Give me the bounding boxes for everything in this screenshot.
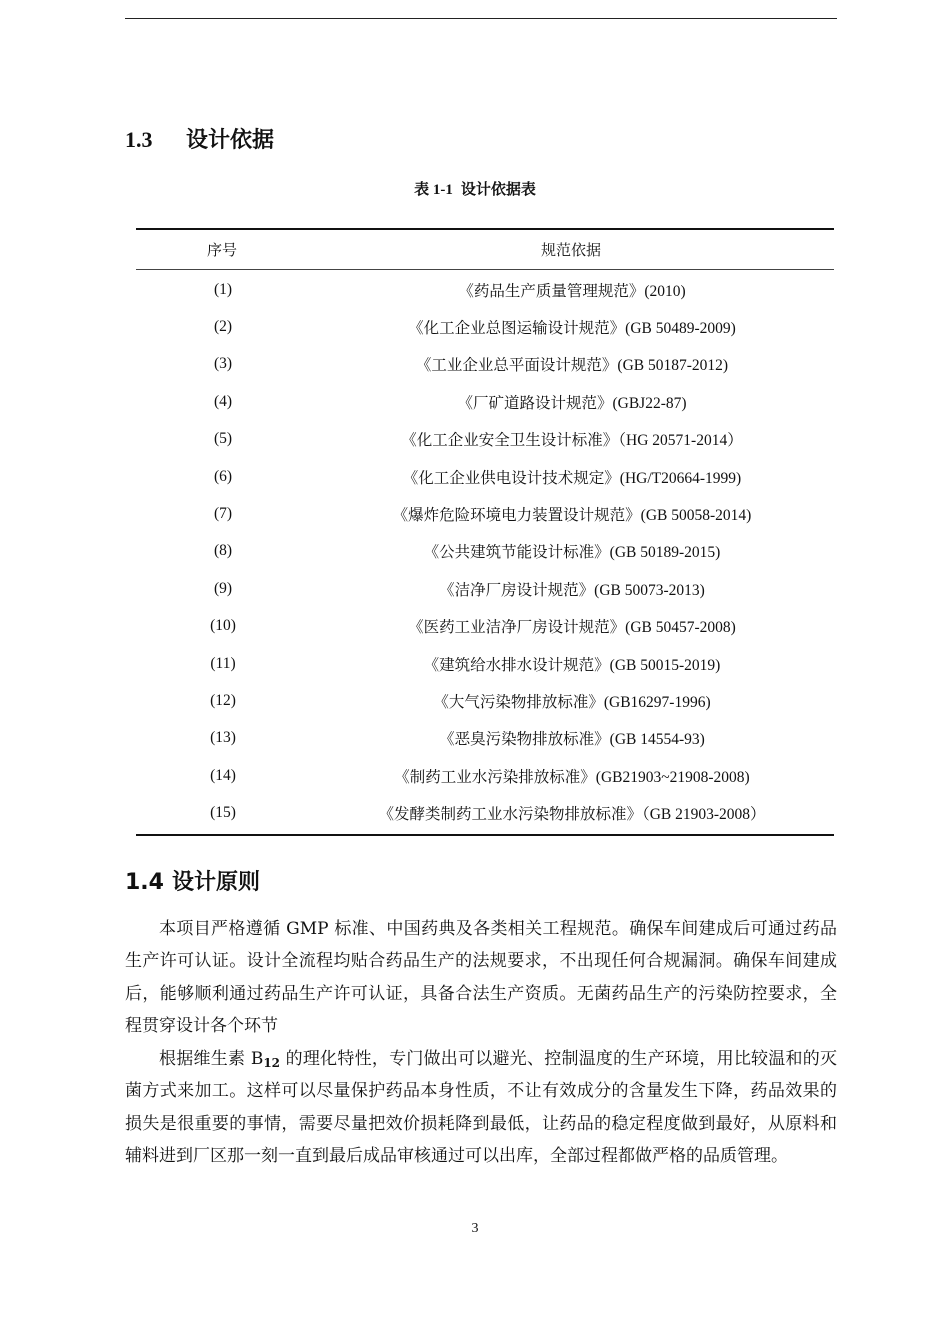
- section-number: 1.4: [125, 870, 164, 895]
- table-row: [136, 383, 834, 420]
- row-standard-reference: 《洁净厂房设计规范》(GB 50073-2013): [439, 581, 705, 599]
- row-serial-number: (5): [213, 430, 233, 448]
- row-serial-number: (3): [213, 355, 233, 373]
- row-standard-reference: 《恶臭污染物排放标准》(GB 14554-93): [439, 731, 705, 749]
- table-row: [136, 608, 834, 645]
- row-serial-number: (2): [213, 318, 233, 336]
- row-standard-reference: 《爆炸危险环境电力装置设计规范》(GB 50058-2014): [392, 507, 752, 525]
- table-header-row: [136, 230, 834, 270]
- row-serial-number: (11): [210, 654, 236, 672]
- table-caption-title: 设计依据表: [460, 180, 536, 198]
- row-standard-reference: 《建筑给水排水设计规范》(GB 50015-2019): [423, 656, 721, 674]
- table-row: [136, 757, 834, 794]
- row-standard-reference: 《工业企业总平面设计规范》(GB 50187-2012): [415, 357, 729, 375]
- principle-paragraph-2: [125, 1043, 837, 1173]
- row-standard-reference: 《化工企业总图运输设计规范》(GB 50489-2009): [408, 320, 736, 338]
- table-row: [136, 458, 834, 495]
- row-standard-reference: 《发酵类制药工业水污染物排放标准》（GB 21903-2008）: [378, 806, 766, 824]
- paragraph-text-rest: 的理化特性，专门做出可以避光、控制温度的生产环境，用比较温和的灭菌方式来加工。这样可以尽量保护药品本身性质，不让有效成分的含量发生下降，药品效果的损失是很重要的事情，需要尽量把效价损耗降到最低，让药品的稳定程度做到最好，从原料和辅料进到厂区那一刻一直到最后成品审核通过可以出库，全部过程都做严格的品质管理。: [125, 1049, 837, 1167]
- row-standard-reference: 《医药工业洁净厂房设计规范》(GB 50457-2008): [408, 619, 736, 637]
- row-serial-number: (8): [213, 542, 233, 560]
- principle-paragraph-1: [125, 913, 837, 1043]
- row-standard-reference: 《化工企业供电设计技术规定》(HG/T20664-1999): [402, 469, 742, 487]
- table-row: [136, 682, 834, 719]
- table-body: [136, 270, 834, 834]
- table-row: [136, 720, 834, 757]
- section-heading-1-3: [125, 126, 274, 155]
- row-serial-number: (14): [210, 766, 236, 784]
- section-number: 1.3: [125, 127, 153, 152]
- table-row: [136, 570, 834, 607]
- paragraph-text: 本项目严格遵循 GMP 标准、中国药典及各类相关工程规范。确保车间建成后可通过药品生产许可认证。设计全流程均贴合药品生产的法规要求，不出现任何合规漏洞。确保车间建成后，能够顺利通过药品生产许可认证，具备合法生产资质。无菌药品生产的污染防控要求，全程贯穿设计各个环节: [125, 919, 837, 1037]
- header-serial-number: 序号: [206, 241, 237, 259]
- table-row: [136, 645, 834, 682]
- header-standard-reference: 规范依据: [540, 241, 601, 259]
- row-standard-reference: 《大气污染物排放标准》(GB16297-1996): [433, 693, 711, 711]
- table-row: [136, 794, 834, 831]
- row-serial-number: (15): [210, 804, 236, 822]
- table-row: [136, 346, 834, 383]
- row-serial-number: (4): [213, 392, 233, 410]
- section-title: 设计原则: [171, 870, 260, 895]
- section-title: 设计依据: [186, 128, 275, 153]
- subscript-12: 12: [263, 1056, 281, 1070]
- section-heading-1-4: [125, 869, 260, 897]
- page-number: 3: [471, 1221, 479, 1236]
- header-rule: [125, 18, 837, 19]
- table-row: [136, 495, 834, 532]
- row-serial-number: (10): [210, 617, 236, 635]
- table-caption: [0, 179, 950, 200]
- table-row: [136, 271, 834, 308]
- design-basis-table: [136, 228, 834, 836]
- row-serial-number: (7): [213, 505, 233, 523]
- table-row: [136, 421, 834, 458]
- row-serial-number: (13): [210, 729, 236, 747]
- table-row: [136, 533, 834, 570]
- row-standard-reference: 《公共建筑节能设计标准》(GB 50189-2015): [423, 544, 721, 562]
- row-standard-reference: 《制药工业水污染排放标准》(GB21903~21908-2008): [394, 768, 750, 786]
- row-standard-reference: 《药品生产质量管理规范》(2010): [458, 282, 686, 300]
- paragraph-text-start: 根据维生素 B: [159, 1049, 264, 1069]
- row-serial-number: (12): [210, 691, 236, 709]
- row-standard-reference: 《化工企业安全卫生设计标准》（HG 20571-2014）: [401, 432, 743, 450]
- row-serial-number: (6): [213, 467, 233, 485]
- row-serial-number: (1): [213, 280, 233, 298]
- table-row: [136, 308, 834, 345]
- row-serial-number: (9): [213, 579, 233, 597]
- row-standard-reference: 《厂矿道路设计规范》(GBJ22-87): [457, 394, 687, 412]
- paragraph-text: [125, 1043, 837, 1173]
- table-caption-number: 表 1-1: [414, 182, 453, 198]
